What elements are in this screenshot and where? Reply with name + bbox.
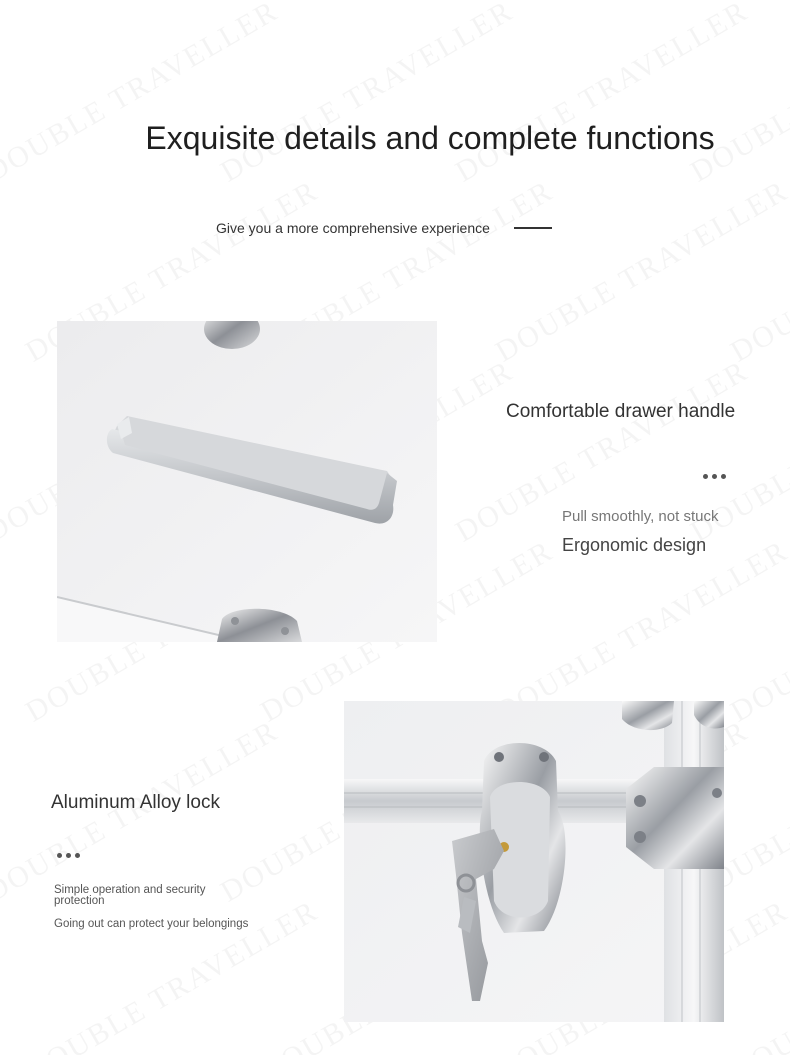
aluminum-lock-photo (344, 701, 724, 1022)
watermark-text (0, 0, 284, 189)
feature-handle-line1: Pull smoothly, not stuck (562, 508, 719, 525)
watermark-text (490, 174, 790, 369)
feature-lock-title: Aluminum Alloy lock (51, 792, 220, 813)
drawer-handle-photo (57, 321, 437, 642)
ellipsis-icon (703, 474, 726, 479)
subtitle-divider (514, 227, 552, 229)
watermark-text (450, 0, 754, 189)
watermark-text (725, 894, 790, 1055)
feature-handle-line2: Ergonomic design (562, 535, 707, 555)
ellipsis-icon (57, 853, 80, 858)
page-title: Exquisite details and complete functions (145, 120, 715, 156)
watermark-text (215, 0, 519, 189)
subtitle-row (216, 220, 552, 236)
page-subtitle: Give you a more comprehensive experience (216, 220, 490, 236)
watermark-text (685, 0, 790, 189)
feature-lock-line2: Going out can protect your belongings (54, 918, 249, 930)
watermark-text (725, 534, 790, 729)
feature-lock-line1: Simple operation and security protection (54, 884, 206, 907)
watermark-text (725, 174, 790, 369)
feature-handle-title: Comfortable drawer handle (506, 401, 736, 422)
